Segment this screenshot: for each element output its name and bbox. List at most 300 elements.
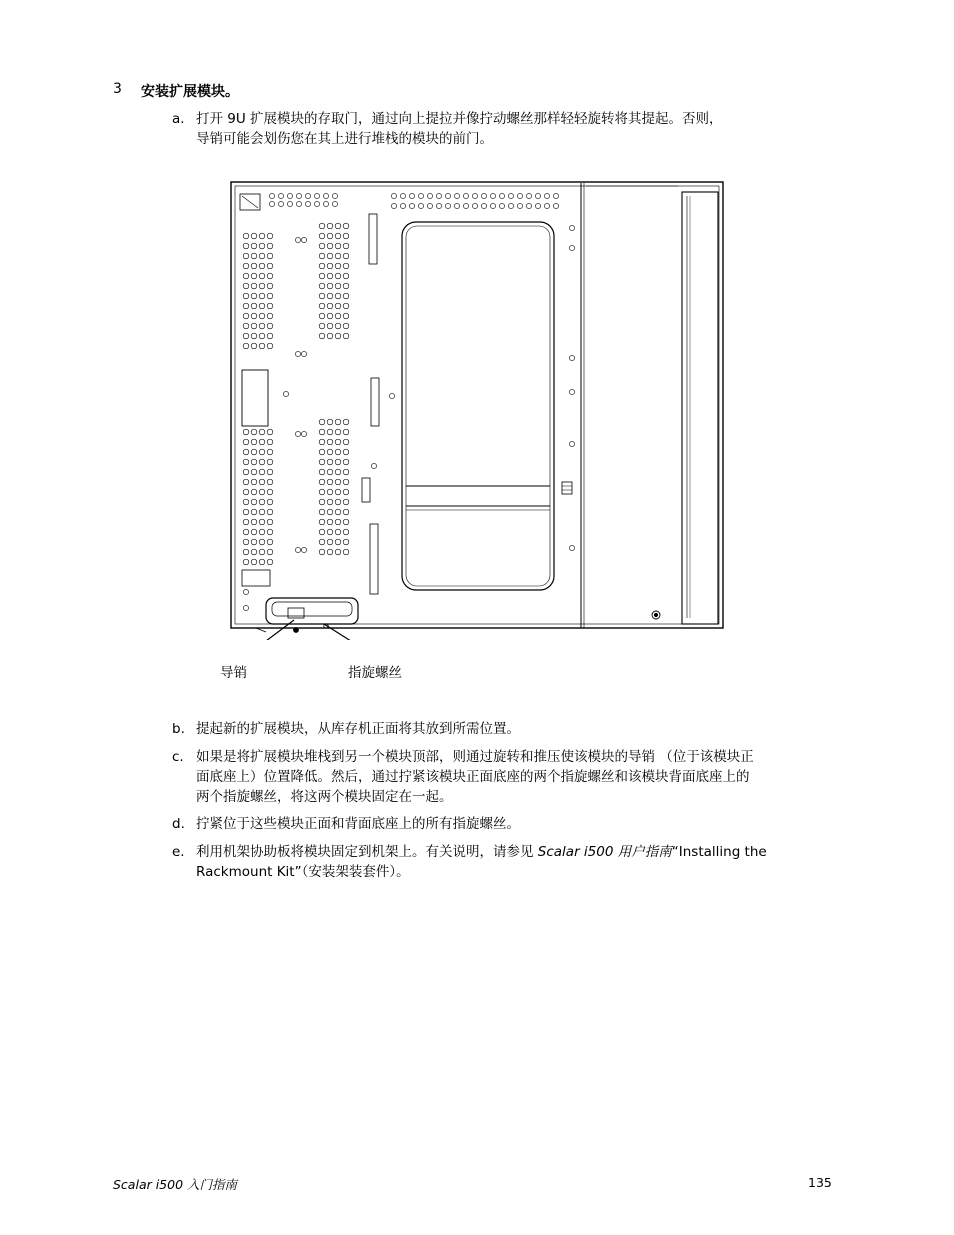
vent-hole — [463, 203, 468, 208]
left-rail-block — [242, 370, 268, 426]
document-reference: Scalar i500 用户指南 — [537, 844, 672, 860]
vent-hole — [267, 439, 273, 445]
vent-hole — [335, 223, 341, 229]
vent-hole — [267, 253, 273, 259]
vent-hole — [251, 479, 257, 485]
vent-hole — [259, 529, 265, 535]
vent-hole — [327, 439, 333, 445]
door-latch — [562, 482, 572, 494]
item-label: d. — [172, 816, 185, 832]
vent-hole — [343, 489, 349, 495]
vent-hole — [251, 489, 257, 495]
vent-hole — [259, 499, 265, 505]
vent-hole — [332, 193, 337, 198]
item-label: e. — [172, 844, 185, 860]
item-label: a. — [172, 111, 185, 127]
vent-hole — [251, 519, 257, 525]
vent-hole — [517, 203, 522, 208]
vent-hole — [418, 203, 423, 208]
vent-hole — [343, 303, 349, 309]
vent-hole — [327, 333, 333, 339]
vent-hole — [409, 203, 414, 208]
vent-hole — [526, 193, 531, 198]
module-drawing — [226, 178, 726, 640]
item-text-line — [196, 842, 842, 862]
vent-hole — [243, 459, 249, 465]
access-window — [402, 222, 554, 590]
vent-hole — [490, 203, 495, 208]
vent-hole — [267, 559, 273, 565]
vent-hole — [259, 449, 265, 455]
vent-hole — [243, 429, 249, 435]
vent-hole — [267, 449, 273, 455]
vent-hole — [335, 313, 341, 319]
vent-hole — [259, 263, 265, 269]
vent-hole — [295, 547, 300, 552]
vent-hole — [436, 193, 441, 198]
vent-hole — [327, 273, 333, 279]
vent-hole — [305, 193, 310, 198]
vent-hole — [327, 539, 333, 545]
vent-hole — [335, 283, 341, 289]
vent-hole — [418, 193, 423, 198]
vent-hole — [400, 193, 405, 198]
vent-hole — [544, 203, 549, 208]
vent-hole — [251, 429, 257, 435]
vent-hole — [267, 529, 273, 535]
vent-hole — [508, 203, 513, 208]
vent-hole — [259, 253, 265, 259]
vent-hole — [243, 539, 249, 545]
vent-hole — [327, 293, 333, 299]
vent-hole — [269, 201, 274, 206]
vent-hole — [427, 203, 432, 208]
item-label: b. — [172, 721, 185, 737]
module-outline — [231, 182, 723, 628]
vent-hole — [259, 293, 265, 299]
vent-hole — [343, 459, 349, 465]
item-text-line: 面底座上）位置降低。然后，通过拧紧该模块正面底座的两个指旋螺丝和该模块背面底座上的 — [196, 769, 750, 785]
vent-hole — [327, 253, 333, 259]
vent-hole — [319, 263, 325, 269]
vent-hole — [267, 343, 273, 349]
vent-hole — [343, 469, 349, 475]
vent-hole — [569, 245, 574, 250]
vent-hole — [243, 559, 249, 565]
vent-hole — [343, 509, 349, 515]
vent-hole — [259, 469, 265, 475]
vent-hole — [267, 429, 273, 435]
side-panel — [682, 192, 718, 624]
latch-top — [369, 214, 377, 264]
vent-hole — [259, 519, 265, 525]
vent-hole — [267, 469, 273, 475]
vent-hole — [314, 201, 319, 206]
vent-hole — [319, 323, 325, 329]
vent-hole — [327, 469, 333, 475]
vent-hole — [267, 303, 273, 309]
vent-hole — [243, 589, 248, 594]
vent-hole — [267, 539, 273, 545]
vent-hole — [335, 549, 341, 555]
vent-hole — [319, 489, 325, 495]
vent-hole — [251, 549, 257, 555]
vent-hole — [319, 529, 325, 535]
vent-hole — [569, 545, 574, 550]
vent-hole — [454, 203, 459, 208]
guide-pin — [294, 628, 299, 633]
vent-hole — [335, 333, 341, 339]
vent-hole — [327, 313, 333, 319]
vent-hole — [267, 519, 273, 525]
vent-hole — [319, 419, 325, 425]
vent-hole — [343, 333, 349, 339]
vent-hole — [251, 529, 257, 535]
vent-hole — [343, 263, 349, 269]
vent-hole — [569, 389, 574, 394]
vent-hole — [335, 459, 341, 465]
vent-hole — [335, 509, 341, 515]
vent-hole — [251, 263, 257, 269]
vent-hole — [327, 429, 333, 435]
vent-hole — [251, 499, 257, 505]
vent-hole — [243, 243, 249, 249]
vent-hole — [335, 499, 341, 505]
vent-hole — [251, 449, 257, 455]
vent-hole — [267, 283, 273, 289]
vent-hole — [389, 393, 394, 398]
vent-hole — [319, 243, 325, 249]
vent-hole — [343, 519, 349, 525]
vent-hole — [259, 489, 265, 495]
vent-hole — [327, 233, 333, 239]
vent-hole — [243, 303, 249, 309]
vent-hole — [335, 529, 341, 535]
vent-hole — [319, 293, 325, 299]
vent-hole — [391, 203, 396, 208]
vent-hole — [332, 201, 337, 206]
vent-hole — [243, 343, 249, 349]
vent-hole — [343, 243, 349, 249]
vent-hole — [259, 273, 265, 279]
vent-hole — [472, 203, 477, 208]
vent-hole — [267, 479, 273, 485]
vent-hole — [327, 323, 333, 329]
vent-hole — [267, 313, 273, 319]
vent-hole — [327, 509, 333, 515]
vent-hole — [327, 303, 333, 309]
vent-hole — [267, 509, 273, 515]
vent-hole — [327, 499, 333, 505]
vent-hole — [243, 605, 248, 610]
vent-hole — [327, 549, 333, 555]
vent-hole — [319, 223, 325, 229]
vent-hole — [526, 203, 531, 208]
footer-doc-title: Scalar i500 入门指南 — [113, 1177, 238, 1192]
vent-hole — [335, 293, 341, 299]
vent-hole — [251, 283, 257, 289]
vent-hole — [319, 509, 325, 515]
vent-hole — [243, 263, 249, 269]
vent-hole — [335, 479, 341, 485]
vent-hole — [335, 469, 341, 475]
vent-hole — [243, 273, 249, 279]
item-text-line: 打开 9U 扩展模块的存取门，通过向上提拉并像拧动螺丝那样轻轻旋转将其提起。否则， — [196, 111, 723, 127]
vent-hole — [517, 193, 522, 198]
vent-hole — [327, 529, 333, 535]
vent-hole — [323, 193, 328, 198]
item-text-line: 如果是将扩展模块堆栈到另一个模块顶部，则通过旋转和推压使该模块的导销 （位于该模块正 — [196, 749, 754, 765]
vent-hole — [343, 253, 349, 259]
vent-hole — [343, 479, 349, 485]
vent-hole — [243, 233, 249, 239]
vent-hole — [259, 439, 265, 445]
vent-hole — [319, 469, 325, 475]
vent-hole — [327, 489, 333, 495]
vent-hole — [327, 519, 333, 525]
vent-hole — [259, 313, 265, 319]
vent-hole — [259, 429, 265, 435]
item-text-segment: 利用机架协助板将模块固定到机架上。有关说明，请参见 — [196, 844, 538, 860]
vent-hole — [251, 333, 257, 339]
module-inner-outline — [235, 186, 719, 624]
vent-hole — [490, 193, 495, 198]
vent-hole — [251, 243, 257, 249]
vent-hole — [243, 469, 249, 475]
step-title: 安装扩展模块。 — [141, 84, 239, 100]
vent-hole — [343, 539, 349, 545]
vent-hole — [243, 313, 249, 319]
vent-hole — [327, 263, 333, 269]
vent-hole — [335, 519, 341, 525]
vent-hole — [259, 479, 265, 485]
step-number: 3 — [113, 81, 122, 97]
vent-hole — [319, 539, 325, 545]
vent-hole — [335, 303, 341, 309]
vent-hole — [343, 499, 349, 505]
vent-hole — [535, 193, 540, 198]
item-text-line: 两个指旋螺丝，将这两个模块固定在一起。 — [196, 789, 453, 805]
vent-hole — [319, 313, 325, 319]
footer-page-number: 135 — [808, 1175, 832, 1190]
vent-hole — [335, 263, 341, 269]
vent-hole — [335, 253, 341, 259]
vent-hole — [319, 549, 325, 555]
vent-hole — [327, 449, 333, 455]
vent-hole — [319, 233, 325, 239]
vent-hole — [499, 193, 504, 198]
item-text-line: Rackmount Kit”（安装架装套件）。 — [196, 864, 410, 880]
item-label: c. — [172, 749, 184, 765]
vent-hole — [243, 509, 249, 515]
vent-hole — [267, 273, 273, 279]
vent-hole — [481, 203, 486, 208]
vent-hole — [267, 459, 273, 465]
vent-hole — [251, 323, 257, 329]
vent-hole — [343, 223, 349, 229]
vent-hole — [287, 201, 292, 206]
vent-hole — [335, 273, 341, 279]
vent-hole — [335, 439, 341, 445]
vent-hole — [259, 559, 265, 565]
callout-line-thumb-screw — [324, 624, 384, 640]
vent-hole — [319, 283, 325, 289]
vent-hole — [278, 201, 283, 206]
vent-hole — [259, 283, 265, 289]
vent-hole — [314, 193, 319, 198]
vent-hole — [535, 203, 540, 208]
vent-hole — [319, 449, 325, 455]
vent-hole — [301, 351, 306, 356]
item-text-line: 导销可能会划伤您在其上进行堆栈的模块的前门。 — [196, 131, 493, 147]
vent-hole — [319, 479, 325, 485]
vent-hole — [569, 355, 574, 360]
vent-hole — [343, 233, 349, 239]
vent-hole — [319, 519, 325, 525]
vent-hole — [267, 549, 273, 555]
vent-hole — [243, 549, 249, 555]
vent-hole — [343, 429, 349, 435]
vent-hole — [319, 273, 325, 279]
vent-hole — [409, 193, 414, 198]
vent-hole — [319, 439, 325, 445]
vent-hole — [335, 489, 341, 495]
vent-hole — [269, 193, 274, 198]
vent-hole — [569, 441, 574, 446]
vent-hole — [343, 293, 349, 299]
vent-hole — [343, 313, 349, 319]
vent-hole — [463, 193, 468, 198]
vent-hole — [267, 263, 273, 269]
vent-hole — [427, 193, 432, 198]
item-text-segment: “Installing the — [671, 844, 767, 860]
vent-hole — [327, 223, 333, 229]
vent-hole — [400, 203, 405, 208]
vent-hole — [301, 237, 306, 242]
vent-hole — [296, 193, 301, 198]
vent-hole — [251, 509, 257, 515]
vent-hole — [259, 549, 265, 555]
vent-hole — [319, 499, 325, 505]
vent-hole — [544, 193, 549, 198]
callout-thumb-screw: 指旋螺丝 — [348, 665, 402, 681]
latch-bottom — [370, 524, 378, 594]
vent-hole — [251, 273, 257, 279]
vent-hole — [295, 431, 300, 436]
expansion-module-figure — [226, 178, 726, 640]
vent-hole — [343, 273, 349, 279]
vent-hole — [295, 351, 300, 356]
vent-hole — [569, 225, 574, 230]
vent-hole — [259, 459, 265, 465]
vent-hole — [445, 203, 450, 208]
vent-hole — [243, 479, 249, 485]
vent-hole — [243, 323, 249, 329]
guide-pin-housing — [288, 608, 304, 618]
vent-hole — [259, 243, 265, 249]
latch-small — [362, 478, 370, 502]
vent-hole — [343, 283, 349, 289]
vent-hole — [301, 431, 306, 436]
vent-hole — [335, 233, 341, 239]
vent-hole — [335, 449, 341, 455]
vent-hole — [335, 429, 341, 435]
vent-hole — [553, 193, 558, 198]
vent-hole — [251, 343, 257, 349]
vent-hole — [508, 193, 513, 198]
vent-hole — [295, 237, 300, 242]
latch-middle — [371, 378, 379, 426]
vent-hole — [343, 323, 349, 329]
vent-hole — [323, 201, 328, 206]
vent-hole — [259, 333, 265, 339]
vent-hole — [243, 283, 249, 289]
vent-hole — [243, 449, 249, 455]
vent-hole — [267, 333, 273, 339]
vent-hole — [327, 283, 333, 289]
vent-hole — [243, 253, 249, 259]
vent-hole — [371, 463, 376, 468]
vent-hole — [243, 293, 249, 299]
vent-hole — [267, 293, 273, 299]
vent-hole — [343, 419, 349, 425]
vent-hole — [251, 469, 257, 475]
vent-hole — [319, 333, 325, 339]
vent-holes — [243, 193, 574, 610]
vent-hole — [243, 333, 249, 339]
vent-hole — [251, 539, 257, 545]
callout-guide-pin: 导销 — [220, 665, 247, 681]
vent-hole — [305, 201, 310, 206]
vent-hole — [445, 193, 450, 198]
vent-hole — [319, 253, 325, 259]
vent-hole — [243, 529, 249, 535]
vent-hole — [343, 529, 349, 535]
vent-hole — [343, 449, 349, 455]
vent-hole — [327, 419, 333, 425]
vent-hole — [243, 439, 249, 445]
vent-hole — [259, 343, 265, 349]
vent-hole — [251, 439, 257, 445]
vent-hole — [251, 303, 257, 309]
vent-hole — [251, 559, 257, 565]
vent-hole — [251, 459, 257, 465]
vent-hole — [343, 549, 349, 555]
vent-hole — [267, 489, 273, 495]
vent-hole — [327, 459, 333, 465]
vent-hole — [335, 419, 341, 425]
vent-hole — [278, 193, 283, 198]
vent-hole — [251, 253, 257, 259]
vent-hole — [251, 313, 257, 319]
vent-hole — [327, 243, 333, 249]
vent-hole — [335, 243, 341, 249]
vent-hole — [267, 233, 273, 239]
vent-hole — [391, 193, 396, 198]
vent-hole — [259, 509, 265, 515]
vent-hole — [243, 519, 249, 525]
callout-line-guide-pin — [238, 620, 294, 640]
vent-hole — [335, 323, 341, 329]
vent-hole — [259, 323, 265, 329]
vent-hole — [343, 439, 349, 445]
item-text-line: 拧紧位于这些模块正面和背面底座上的所有指旋螺丝。 — [196, 816, 520, 832]
vent-hole — [267, 243, 273, 249]
vent-hole — [283, 391, 288, 396]
vent-hole — [259, 303, 265, 309]
vent-hole — [454, 193, 459, 198]
item-text-line: 提起新的扩展模块，从库存机正面将其放到所需位置。 — [196, 721, 520, 737]
